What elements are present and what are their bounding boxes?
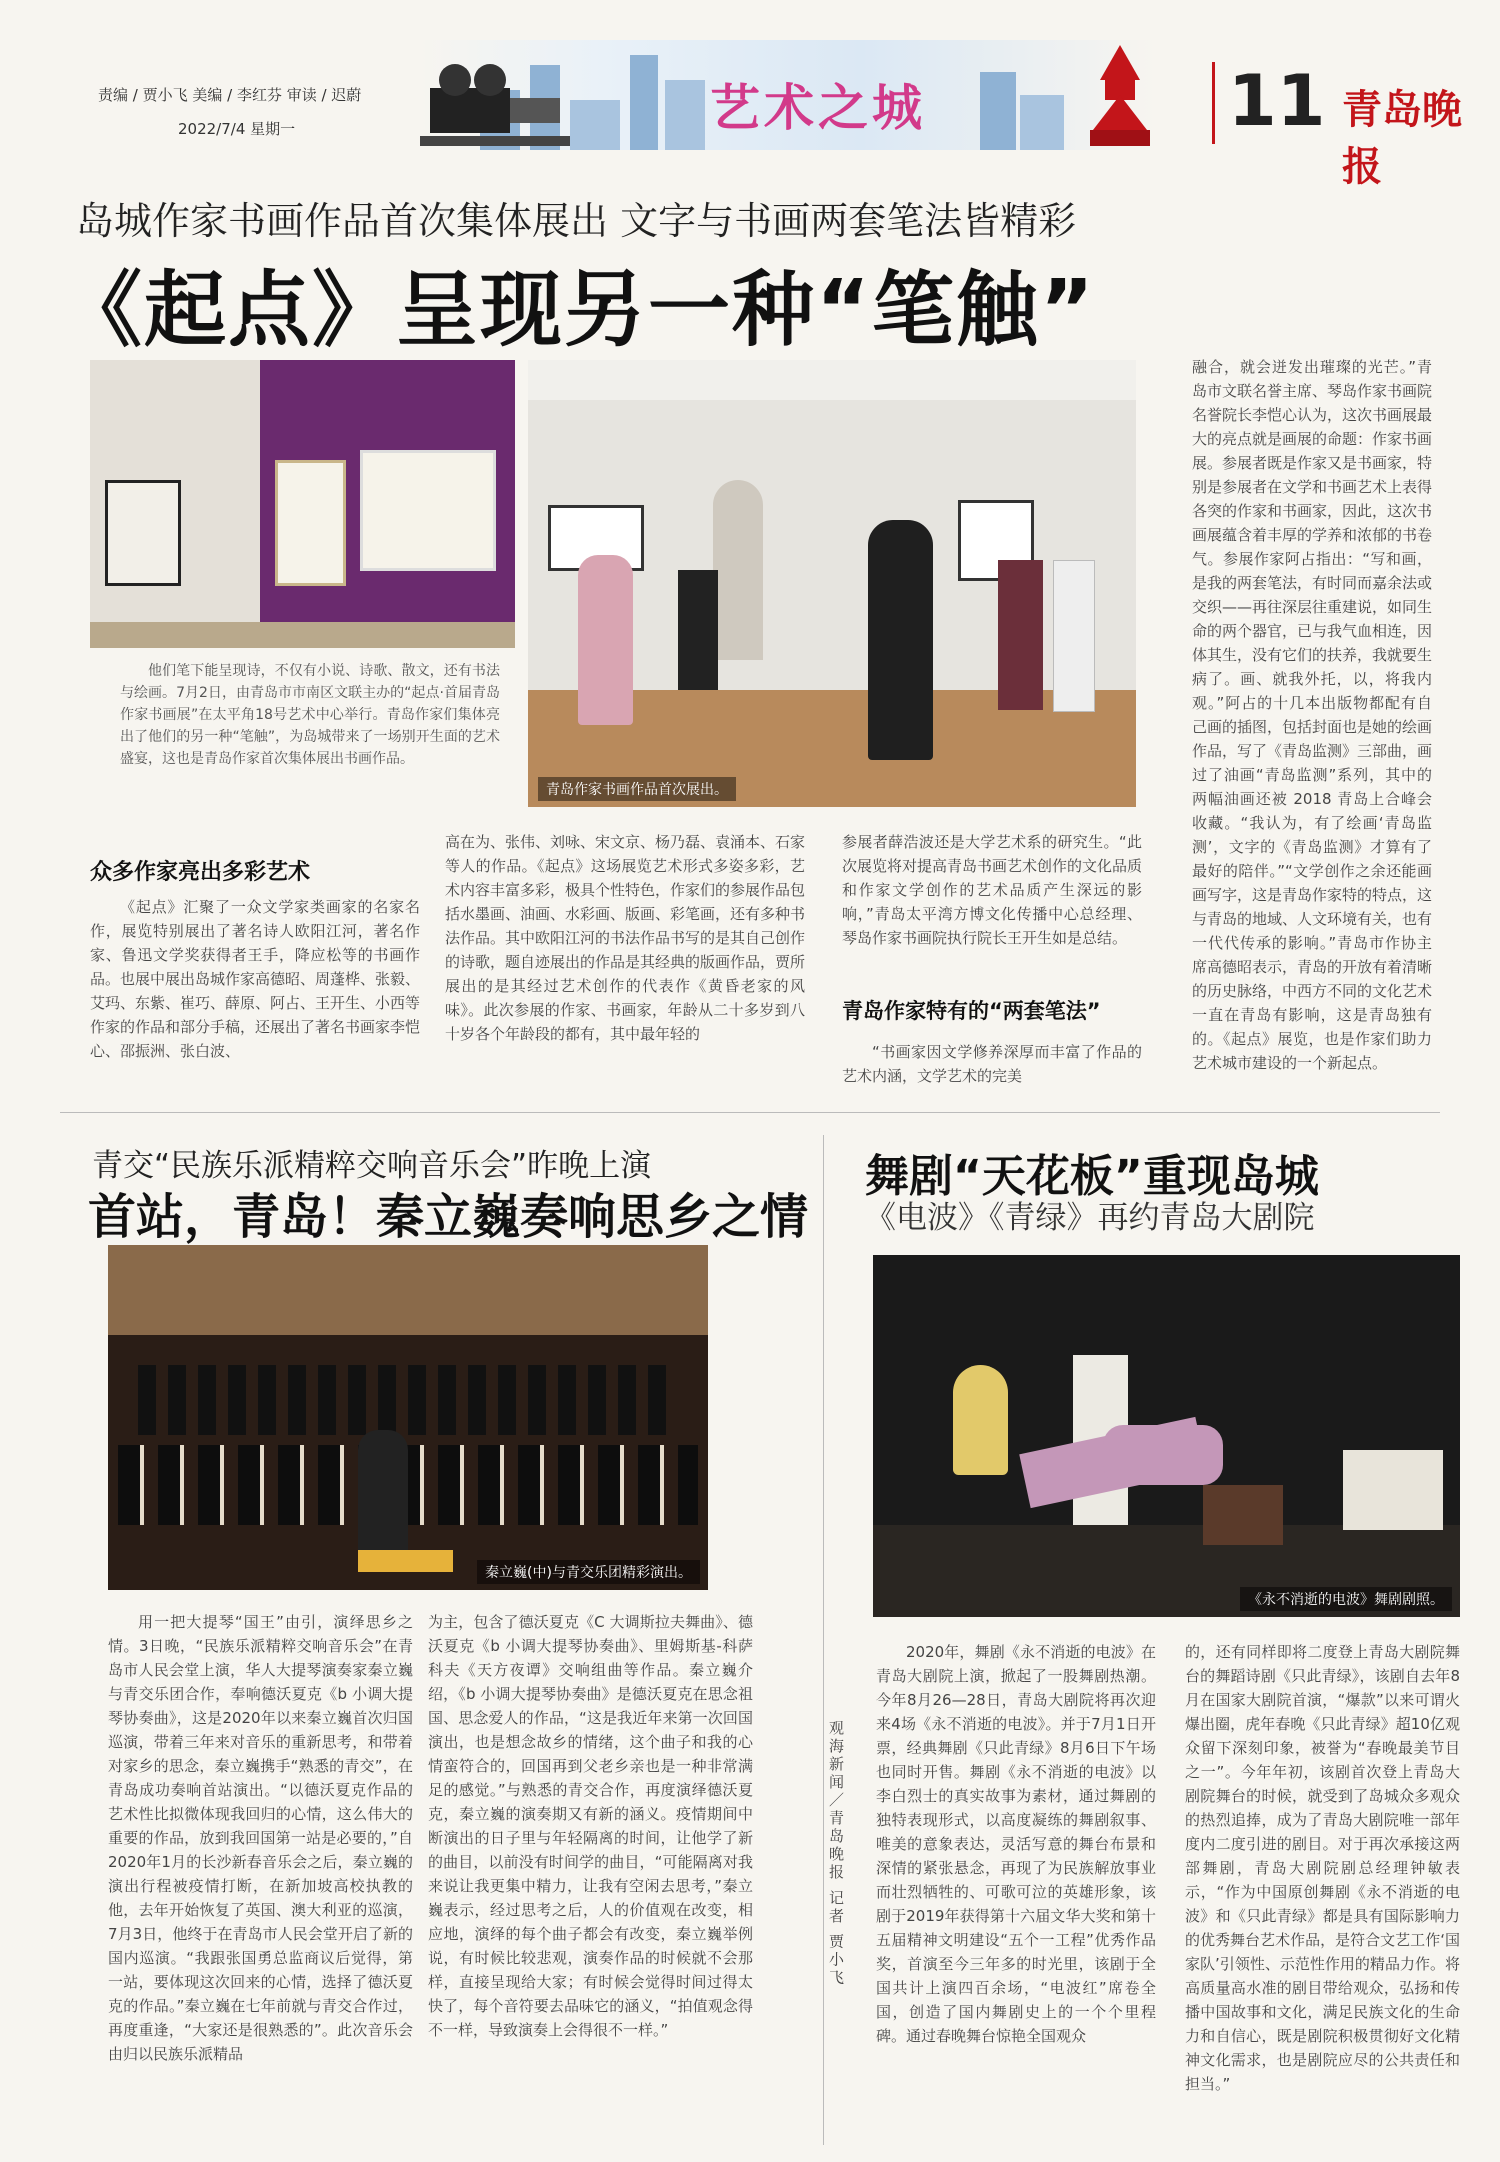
credits-line: 责编 / 贾小飞 美编 / 李红芬 审读 / 迟蔚	[98, 86, 362, 104]
article2-kicker: 青交“民族乐派精粹交响音乐会”昨晚上演	[92, 1148, 652, 1184]
dance-photo	[873, 1255, 1460, 1617]
section-banner	[420, 40, 1155, 150]
article1-col3b: “书画家因文学修养深厚而丰富了作品的艺术内涵，文学艺术的完美	[842, 1043, 1142, 1085]
section-title: 艺术之城	[710, 78, 926, 137]
date-line: 2022/7/4 星期一	[178, 120, 296, 138]
article1-headline: 《起点》呈现另一种“笔触”	[60, 263, 1096, 358]
exhibit-photo-left	[90, 360, 515, 648]
article1-kicker: 岛城作家书画作品首次集体展出 文字与书画两套笔法皆精彩	[76, 199, 1077, 243]
concert-photo	[108, 1245, 708, 1590]
article3-col1: 2020年，舞剧《永不消逝的电波》在青岛大剧院上演，掀起了一股舞剧热潮。今年8月26—28日，青岛大剧院将再次迎来4场《永不消逝的电波》。并于7月1日开票，经典舞剧《只此青绿》8月6日下午场也同时开售。舞剧《永不消逝的电波》以李白烈士的真实故事为素材，通过舞剧的独特表现形式，以高度凝练的舞剧叙事、唯美的意象表达，灵活写意的舞台布景和深情的紧张悬念，再现了为民族解放事业而壮烈牺牲的、可歌可泣的英雄形象，该剧于2019年获得第十六届文华大奖和第十五届精神文明建设“五个一工程”优秀作品奖，首演至今三年多的时光里，该剧于全国共计上演四百余场，“电波红”席卷全国，创造了国内舞剧史上的一个个里程碑。通过春晚舞台惊艳全国观众	[876, 1643, 1156, 2045]
article1-col3: 参展者薛浩波还是大学艺术系的研究生。“此次展览将对提高青岛书画艺术创作的文化品质和作家文学创作的艺术品质产生深远的影响，”青岛太平湾方博文化传播中心总经理、琴岛作家书画院执行院长王开生如是总结。	[842, 833, 1142, 947]
article2-headline: 首站，青岛！秦立巍奏响思乡之情	[88, 1189, 809, 1245]
article2-col2: 为主，包含了德沃夏克《C 大调斯拉夫舞曲》、德沃夏克《b 小调大提琴协奏曲》、里姆斯基-科萨科夫《天方夜谭》交响组曲等作品。秦立巍介绍，《b 小调大提琴协奏曲》是德沃夏克在思念祖国、思念爱人的作品，“这是我近年来第一次回国演出，也是想念故乡的情绪，这个曲子和我的心情蛮符合的，回国再到父老乡亲也是一种非常满足的感觉。”与熟悉的青交合作，再度演绎德沃夏克，秦立巍的演奏期又有新的涵义。疫情期间中断演出的日子里与年轻隔离的时间，让他学了新的曲目，以前没有时间学的曲目，“可能隔离对我来说让我更集中精力，让我有空闲去思考，”秦立巍表示，经过思考之后，人的价值观在改变，相应地，演绎的每个曲子都会有改变，秦立巍举例说，有时候比较悲观，演奏作品的时候就不会那样，直接呈现给大家；有时候会觉得时间过得太快了，每个音符要去品味它的涵义，“拍值观念得不一样，导致演奏上会得很不一样。”	[428, 1613, 753, 2039]
section-divider-horizontal	[60, 1112, 1440, 1113]
article2-col1: 用一把大提琴“国王”由引，演绎思乡之情。3日晚，“民族乐派精粹交响音乐会”在青岛市人民会堂上演，华人大提琴演奏家秦立巍与青交乐团合作，奉响德沃夏克《b 小调大提琴协奏曲》，这是2020年以来秦立巍首次归国巡演，带着三年来对音乐的重新思考，和带着对家乡的思念，秦立巍携手“熟悉的青交”，在青岛成功奏响首站演出。“以德沃夏克作品的艺术性比拟微体现我回归的心情，这么伟大的重要的作品，放到我回国第一站是必要的，”自2020年1月的长沙新春音乐会之后，秦立巍的演出行程被疫情打断，在新加坡高校执教的他，去年开始恢复了英国、澳大利亚的巡演，7月3日，他终于在青岛市人民会堂开启了新的国内巡演。“我跟张国勇总监商议后觉得，第一站，要体现这次回来的心情，选择了德沃夏克的作品。”秦立巍在七年前就与青交合作过，再度重逢，“大家还是很熟悉的”。此次音乐会由归以民族乐派精品	[108, 1613, 413, 2063]
article1-col2: 高在为、张伟、刘咏、宋文京、杨乃磊、袁涌本、石家等人的作品。《起点》这场展览艺术形式多姿多彩，艺术内容丰富多彩，极具个性特色，作家们的参展作品包括水墨画、油画、水彩画、版画、彩笔画，还有多种书法作品。其中欧阳江河的书法作品书写的是其自己创作的诗歌，题自迹展出的作品是其经典的版画作品，贾所展出的是其经过艺术创作的代表作《黄昏老家的风味》。此次参展的作家、书画家，年龄从二十多岁到八十岁各个年龄段的都有，其中最年轻的	[445, 833, 805, 1043]
article3-byline: 观海新闻／青岛晚报 记者 贾小飞	[827, 1720, 845, 1988]
article1-subhead2: 青岛作家特有的“两套笔法”	[842, 999, 1101, 1023]
article1-intro: 他们笔下能呈现诗，不仅有小说、诗歌、散文，还有书法与绘画。7月2日，由青岛市市南区文联主办的“起点·首届青岛作家书画展”在太平角18号艺术中心举行。青岛作家们集体亮出了他们的另一种“笔触”，为岛城带来了一场别开生面的艺术盛宴，这也是青岛作家首次集体展出书画作品。	[120, 663, 500, 767]
landmark-tower-icon	[1085, 40, 1155, 150]
film-camera-icon	[420, 58, 570, 148]
article3-headline: 舞剧“天花板”重现岛城	[865, 1151, 1319, 1202]
editor-credits	[98, 78, 361, 146]
article3-col2: 的，还有同样即将二度登上青岛大剧院舞台的舞蹈诗剧《只此青绿》，该剧自去年8月在国家大剧院首演，“爆款”以来可谓火爆出圈，虎年春晚《只此青绿》超10亿观众留下深刻印象，被誉为“春晚最美节目之一”。今年年初，该剧首次登上青岛大剧院舞台的时候，就受到了岛城众多观众的热烈追捧，成为了青岛大剧院唯一部年度内二度引进的剧目。对于再次承接这两部舞剧，青岛大剧院剧总经理钟敏表示，“作为中国原创舞剧《永不消逝的电波》和《只此青绿》都是具有国际影响力的优秀舞台艺术作品，是符合文艺工作‘国家队’引领性、示范性作用的精品力作。将高质量高水准的剧目带给观众，弘扬和传播中国故事和文化，满足民族文化的生命力和自信心，既是剧院积极贯彻好文化精神文化需求，也是剧院应尽的公共责任和担当。”	[1185, 1643, 1460, 2093]
article1-subhead1: 众多作家亮出多彩艺术	[90, 860, 311, 885]
concert-photo-caption: 秦立巍(中)与青交乐团精彩演出。	[477, 1560, 700, 1584]
exhibit-photo-right	[528, 360, 1136, 807]
page-number: 11	[1228, 60, 1326, 142]
article3-kicker: 《电波》《青绿》再约青岛大剧院	[865, 1200, 1315, 1236]
dance-photo-caption: 《永不消逝的电波》舞剧剧照。	[1240, 1587, 1452, 1611]
header-divider	[1212, 62, 1215, 144]
newspaper-masthead: 青岛晚报	[1342, 86, 1462, 190]
article1-col1: 《起点》汇聚了一众文学家类画家的名家名作，展览特别展出了著名诗人欧阳江河，著名作家、鲁迅文学奖获得者王手，降应松等的书画作品。也展中展出岛城作家高德昭、周蓬桦、张毅、艾玛、东紫、崔巧、薛原、阿占、王开生、小西等作家的作品和部分手稿，还展出了著名书画家李恺心、邵振洲、张白波、	[90, 898, 420, 1060]
article1-col4: 融合，就会迸发出璀璨的光芒。”青岛市文联名誉主席、琴岛作家书画院名誉院长李恺心认为，这次书画展最大的亮点就是画展的命题：作家书画展。参展者既是作家又是书画家，特别是参展者在文学和书画艺术上表得各突的作家和书画家，因此，这次书画展蕴含着丰厚的学养和浓郁的书卷气。参展作家阿占指出：“写和画，是我的两套笔法，有时同而嘉余法或交织——再往深层往重建说，如同生命的两个器官，已与我气血相连，因体其生，没有它们的扶养，我就要生病了。画、就我外托，以，将我内观。”阿占的十几本出版物都配有自己画的插图，包括封面也是她的绘画作品，写了《青岛监测》三部曲，画过了油画“青岛监测”系列，其中的两幅油画还被 2018 青岛上合峰会收藏。“我认为，有了绘画‘青岛监测’，文字的《青岛监测》才算有了最好的陪伴。”“文学创作之余还能画画写字，这是青岛作家特的特点，这与青岛的地域、人文环境有关，也有一代代传承的影响。”青岛市作协主席高德昭表示，青岛的开放有着清晰的历史脉络，中西方不同的文化艺术一直在青岛有影响，这是青岛独有的。《起点》展览，也是作家们助力艺术城市建设的一个新起点。	[1192, 358, 1432, 1072]
exhibit-photo-caption: 青岛作家书画作品首次展出。	[538, 777, 736, 801]
section-divider-vertical	[823, 1135, 824, 2145]
